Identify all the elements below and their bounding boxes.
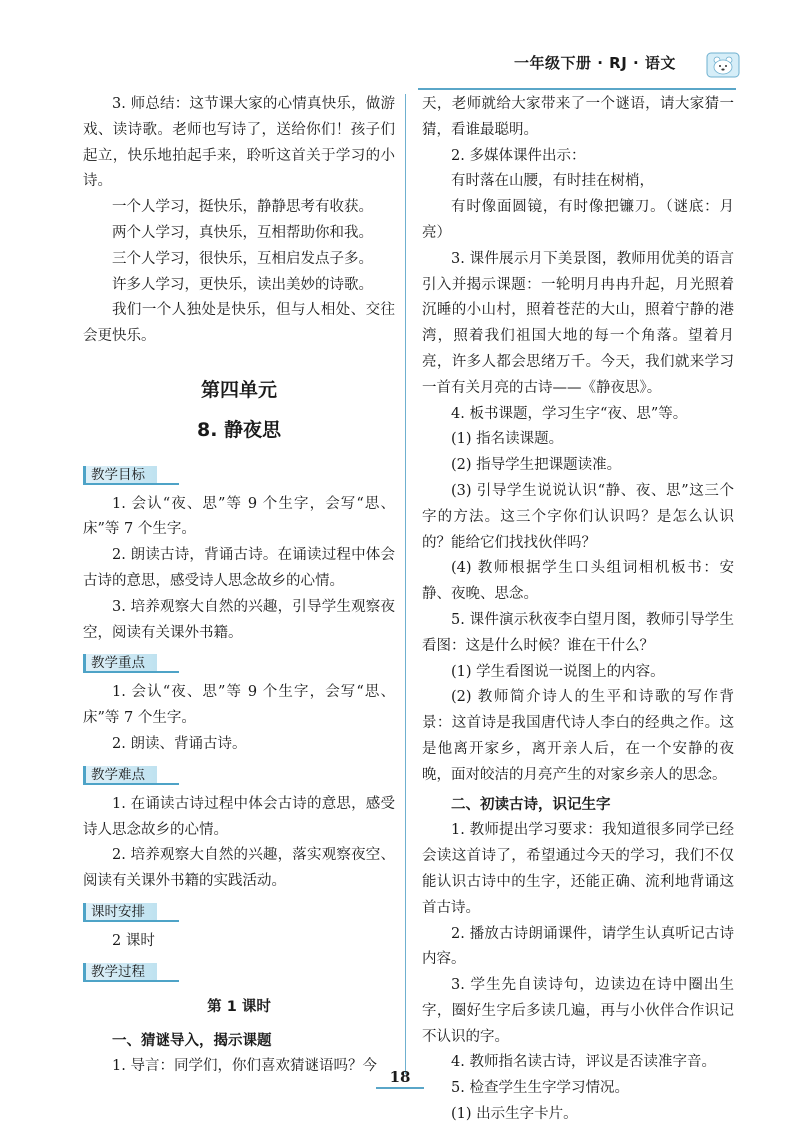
- process-step: 5. 检查学生生字学习情况。: [451, 1080, 629, 1097]
- section-tag-key-points: [83, 652, 179, 674]
- process-step: 2. 播放古诗朗诵课件，请学生认真听记古诗内容。: [422, 925, 734, 968]
- process-substep: (3) 引导学生说说认识“静、夜、思”这三个字的方法。这三个字你们认识吗？是怎么认识的？能给它们找找伙伴吗？: [422, 482, 734, 551]
- section-tag-schedule: [83, 901, 179, 923]
- section-tag-label: 教学过程: [91, 963, 145, 980]
- section-tag-label: 教学难点: [91, 766, 145, 783]
- poem-line: 三个人学习，很快乐，互相启发点子多。: [112, 250, 373, 267]
- schedule-text: 2 课时: [112, 932, 155, 949]
- riddle-line: 有时像面圆镜，有时像把镰刀。（谜底：月亮）: [422, 199, 734, 241]
- process-step: 4. 板书课题，学习生字“夜、思”等。: [451, 405, 688, 422]
- section-tag-label: 课时安排: [91, 903, 145, 920]
- process-step: 5. 课件演示秋夜李白望月图，教师引导学生看图：这是什么时候？谁在干什么？: [422, 611, 734, 654]
- process-substep: (4) 教师根据学生口头组词相机板书：安静、夜晚、思念。: [422, 560, 734, 603]
- process-substep: (1) 出示生字卡片。: [451, 1106, 578, 1122]
- key-point-item: 1. 会认“夜、思”等 9 个生字，会写“思、床”等 7 个生字。: [83, 684, 395, 727]
- difficulty-item: 2. 培养观察大自然的兴趣，落实观察夜空、阅读有关课外书籍的实践活动。: [83, 847, 395, 890]
- process-step: 2. 多媒体课件出示：: [451, 147, 586, 164]
- poem-line: 许多人学习，更快乐，读出美妙的诗歌。: [112, 276, 373, 293]
- section-heading: 一、猜谜导入，揭示课题: [112, 1032, 272, 1049]
- goal-item: 3. 培养观察大自然的兴趣，引导学生观察夜空，阅读有关课外书籍。: [83, 598, 395, 641]
- key-point-item: 2. 朗读、背诵古诗。: [112, 735, 247, 752]
- poem-line: 两个人学习，真快乐，互相帮助你和我。: [112, 224, 373, 241]
- riddle-line: 有时落在山腰，有时挂在树梢，: [451, 173, 654, 190]
- section-tag-label: 教学重点: [91, 655, 145, 672]
- process-substep: (1) 指名读课题。: [451, 431, 564, 448]
- process-line: 1. 导言：同学们，你们喜欢猜谜语吗？今: [112, 1058, 377, 1075]
- book-title: 一年级下册 · RJ · 语文: [514, 54, 676, 72]
- process-substep: (2) 教师简介诗人的生平和诗歌的写作背景：这首诗是我国唐代诗人李白的经典之作。这是他离开家乡，离开亲人后，在一个安静的夜晚，面对皎洁的月亮产生的对家乡亲人的思念。: [422, 689, 734, 783]
- left-column: [83, 92, 395, 1080]
- section-heading: 二、初读古诗，识记生字: [451, 796, 611, 813]
- process-step: 3. 学生先自读诗句，边读边在诗中圈出生字，圈好生字后多读几遍，再与小伙伴合作识记不认识的字。: [422, 977, 734, 1045]
- continued-paragraph: 天，老师就给大家带来了一个谜语，请大家猜一猜，看谁最聪明。: [422, 96, 734, 138]
- section-tag-difficulties: [83, 764, 179, 786]
- bear-mascot-icon: [706, 50, 740, 78]
- process-step: 1. 教师提出学习要求：我知道很多同学已经会读这首诗了，希望通过今天的学习，我们不仅能认识古诗中的生字，还能正确、流利地背诵这首古诗。: [422, 822, 734, 916]
- column-divider: [405, 94, 406, 1074]
- period-title: 第 1 课时: [207, 998, 271, 1015]
- right-column: [422, 92, 734, 1122]
- header-rule: [418, 70, 736, 90]
- goal-item: 1. 会认“夜、思”等 9 个生字，会写“思、床”等 7 个生字。: [83, 495, 395, 538]
- section-tag-goals: [83, 464, 179, 486]
- summary-paragraph: 3. 师总结：这节课大家的心情真快乐，做游戏、读诗歌。老师也写诗了，送给你们！孩子们起立，快乐地拍起手来，聆听这首关于学习的小诗。: [83, 96, 395, 190]
- poem-line: 一个人学习，挺快乐，静静思考有收获。: [112, 199, 373, 216]
- process-step: 3. 课件展示月下美景图，教师用优美的语言引入并揭示课题：一轮明月冉冉升起，月光照着沉睡的小山村，照着苍茫的大山，照着宁静的港湾，照着我们祖国大地的每一个角落。望着月亮，许多人都会思绪万千。今天，我们就来学习一首有关月亮的古诗——《静夜思》。: [422, 250, 734, 396]
- closing-paragraph: 我们一个人独处是快乐，但与人相处、交往会更快乐。: [83, 302, 395, 345]
- section-tag-process: [83, 961, 179, 983]
- goal-item: 2. 朗读古诗，背诵古诗。在诵读过程中体会古诗的意思，感受诗人思念故乡的心情。: [83, 547, 395, 589]
- section-tag-label: 教学目标: [91, 466, 145, 483]
- unit-title: 第四单元: [200, 378, 277, 401]
- lesson-title: 8. 静夜思: [196, 418, 282, 441]
- process-substep: (1) 学生看图说一说图上的内容。: [451, 663, 665, 680]
- page-number-rule: [376, 1087, 424, 1089]
- process-substep: (2) 指导学生把课题读准。: [451, 457, 622, 474]
- page-number: 18: [389, 1068, 411, 1086]
- difficulty-item: 1. 在诵读古诗过程中体会古诗的意思，感受诗人思念故乡的心情。: [83, 795, 395, 838]
- process-step: 4. 教师指名读古诗，评议是否读准字音。: [451, 1054, 716, 1071]
